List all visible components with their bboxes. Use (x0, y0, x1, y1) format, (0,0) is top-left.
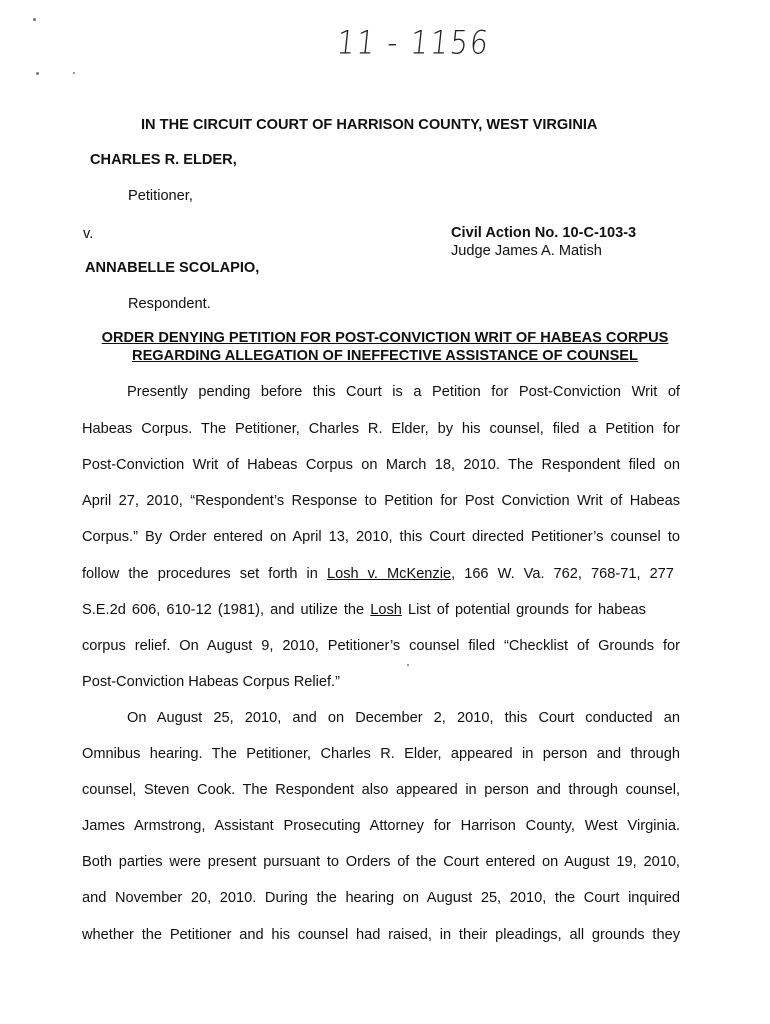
scan-speck (73, 72, 75, 74)
paragraph-2-line: whether the Petitioner and his counsel had raised, in their pleadings, all grounds they (82, 927, 680, 943)
text-run: S.E.2d 606, 610-12 (1981), and utilize the (82, 602, 365, 618)
petitioner-name: CHARLES R. ELDER, (90, 152, 237, 168)
case-citation-losh-v-mckenzie: Losh v. McKenzie (326, 566, 452, 582)
judge-name: Judge James A. Matish (451, 243, 602, 259)
civil-action-number: Civil Action No. 10-C-103-3 (451, 225, 637, 241)
paragraph-1-line (82, 566, 674, 582)
text-run: , 166 W. Va. 762, 768-71, 277 (451, 566, 674, 582)
order-title-line-2: REGARDING ALLEGATION OF INEFFECTIVE ASSISTANCE OF COUNSEL (132, 348, 638, 364)
paragraph-1-line: Presently pending before this Court is a Petition for Post-Conviction Writ of (127, 384, 680, 400)
handwritten-case-number: 11 - 1156 (335, 23, 492, 62)
paragraph-2-line: James Armstrong, Assistant Prosecuting Attorney for Harrison County, West Virginia. (82, 818, 680, 834)
respondent-name: ANNABELLE SCOLAPIO, (85, 260, 260, 276)
court-heading: IN THE CIRCUIT COURT OF HARRISON COUNTY, WEST VIRGINIA (141, 117, 598, 133)
petitioner-role: Petitioner, (128, 188, 193, 204)
case-citation-losh: Losh (370, 602, 402, 618)
scan-speck (33, 18, 36, 21)
versus: v. (83, 226, 94, 242)
text-run: List of potential grounds for habeas (407, 602, 646, 618)
paragraph-2-line: Both parties were present pursuant to Orders of the Court entered on August 19, 2010, (82, 854, 680, 870)
paragraph-2-line: On August 25, 2010, and on December 2, 2010, this Court conducted an (127, 710, 680, 726)
text-run: follow the procedures set forth in (82, 566, 318, 582)
paragraph-1-line: Habeas Corpus. The Petitioner, Charles R. Elder, by his counsel, filed a Petition for (82, 421, 680, 437)
paragraph-1-line: Corpus.” By Order entered on April 13, 2010, this Court directed Petitioner’s counsel to (82, 529, 680, 545)
paragraph-1-line (82, 602, 646, 618)
scan-speck (407, 664, 409, 666)
paragraph-2-line: counsel, Steven Cook. The Respondent also appeared in person and through counsel, (82, 782, 680, 798)
order-title-line-1: ORDER DENYING PETITION FOR POST-CONVICTION WRIT OF HABEAS CORPUS (101, 330, 669, 346)
paragraph-1-line: Post-Conviction Writ of Habeas Corpus on March 18, 2010. The Respondent filed on (82, 457, 680, 473)
paragraph-1-line: April 27, 2010, “Respondent’s Response to Petition for Post Conviction Writ of Habeas (82, 493, 680, 509)
paragraph-1-line: corpus relief. On August 9, 2010, Petitioner’s counsel filed “Checklist of Grounds for (82, 638, 680, 654)
paragraph-2-line: and November 20, 2010. During the hearing on August 25, 2010, the Court inquired (82, 890, 680, 906)
paragraph-1-line: Post-Conviction Habeas Corpus Relief.” (82, 674, 340, 690)
paragraph-2-line: Omnibus hearing. The Petitioner, Charles R. Elder, appeared in person and through (82, 746, 680, 762)
respondent-role: Respondent. (128, 296, 211, 312)
scan-speck (36, 72, 39, 75)
